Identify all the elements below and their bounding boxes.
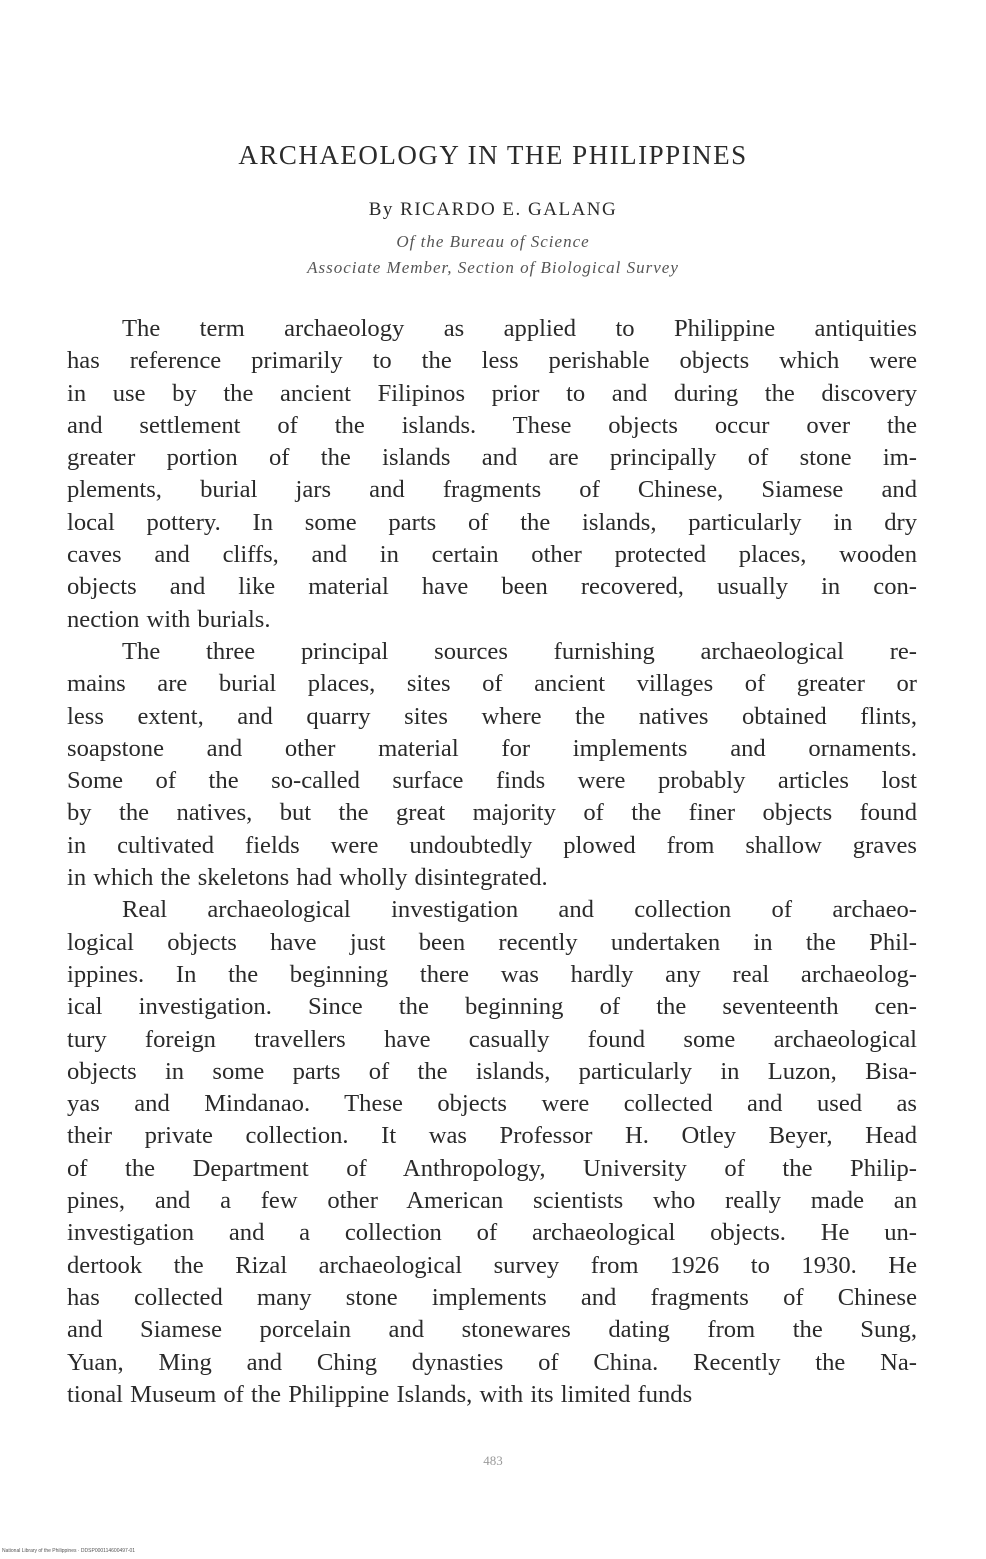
article-title: ARCHAEOLOGY IN THE PHILIPPINES: [238, 140, 748, 170]
text-line: The term archaeology as applied to Philippine antiquities: [122, 315, 917, 342]
text-line: plements, burial jars and fragments of Chinese, Siamese and: [67, 476, 917, 504]
paragraph: [67, 636, 917, 894]
text-line: ical investigation. Since the beginning of the seventeenth cen-: [67, 993, 917, 1021]
paragraph: [67, 313, 917, 636]
article-body: [67, 313, 917, 1411]
text-line: yas and Mindanao. These objects were collected and used as: [67, 1090, 917, 1118]
text-line: greater portion of the islands and are principally of stone im-: [67, 444, 917, 472]
text-line: tury foreign travellers have casually found some archaeological: [67, 1025, 917, 1053]
text-line: and Siamese porcelain and stonewares dating from the Sung,: [67, 1316, 917, 1344]
text-line: nection with burials.: [67, 605, 271, 633]
text-line: mains are burial places, sites of ancient villages of greater or: [67, 670, 917, 698]
text-line: has collected many stone implements and fragments of Chinese: [67, 1283, 917, 1311]
page-number: 483: [483, 1453, 503, 1468]
text-line: has reference primarily to the less perishable objects which were: [67, 347, 917, 375]
text-line: in which the skeletons had wholly disintegrated.: [67, 864, 548, 892]
text-line: Real archaeological investigation and collection of archaeo-: [122, 896, 917, 924]
text-line: investigation and a collection of archaeological objects. He un-: [67, 1219, 917, 1247]
text-line: tional Museum of the Philippine Islands, with its limited funds: [67, 1380, 693, 1408]
text-line: in cultivated fields were undoubtedly plowed from shallow graves: [67, 831, 917, 859]
author-affiliation: Of the Bureau of Science: [396, 232, 590, 251]
text-line: ippines. In the beginning there was hardly any real archaeolog-: [67, 960, 917, 988]
text-line: local pottery. In some parts of the islands, particularly in dry: [67, 508, 917, 536]
text-line: Some of the so-called surface finds were probably articles lost: [67, 767, 917, 795]
text-line: Yuan, Ming and Ching dynasties of China. Recently the Na-: [67, 1348, 917, 1376]
paragraph: [67, 894, 917, 1411]
text-line: soapstone and other material for implements and ornaments.: [67, 734, 917, 762]
text-line: The three principal sources furnishing archaeological re-: [122, 637, 917, 665]
scan-footer: National Library of the Philippines · DDSP000114600497-01: [2, 1548, 136, 1554]
text-line: less extent, and quarry sites where the natives obtained flints,: [67, 702, 917, 730]
text-line: pines, and a few other American scientists who really made an: [67, 1187, 917, 1215]
text-line: of the Department of Anthropology, University of the Philip-: [67, 1154, 917, 1182]
text-line: dertook the Rizal archaeological survey from 1926 to 1930. He: [67, 1251, 917, 1279]
text-line: their private collection. It was Professor H. Otley Beyer, Head: [67, 1122, 917, 1150]
text-line: objects in some parts of the islands, particularly in Luzon, Bisa-: [67, 1057, 917, 1085]
text-line: logical objects have just been recently undertaken in the Phil-: [67, 928, 917, 956]
author-membership: Associate Member, Section of Biological Survey: [307, 258, 679, 277]
text-line: and settlement of the islands. These objects occur over the: [67, 411, 917, 439]
author-byline: By RICARDO E. GALANG: [368, 199, 618, 220]
text-line: caves and cliffs, and in certain other protected places, wooden: [67, 541, 917, 569]
text-line: by the natives, but the great majority of the finer objects found: [67, 799, 917, 827]
text-line: objects and like material have been recovered, usually in con-: [67, 573, 917, 601]
text-line: in use by the ancient Filipinos prior to and during the discovery: [67, 379, 917, 407]
